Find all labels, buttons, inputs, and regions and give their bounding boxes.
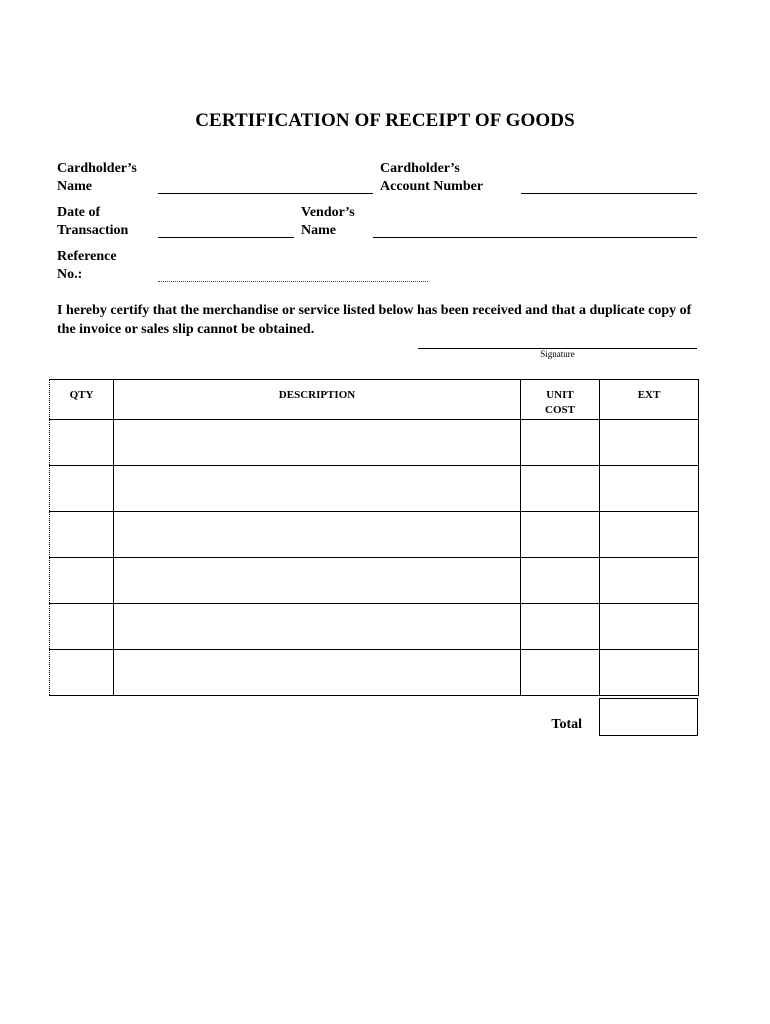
table-header-row <box>50 380 699 420</box>
account-number-label-line1: Cardholder’s <box>380 161 460 176</box>
ext-cell[interactable] <box>600 420 699 466</box>
reference-number-label <box>57 248 117 284</box>
ext-cell[interactable] <box>600 512 699 558</box>
total-label: Total <box>551 717 582 732</box>
unit-cost-cell[interactable] <box>521 650 600 696</box>
cardholder-name-label <box>57 160 137 196</box>
certification-statement: I hereby certify that the merchandise or service listed below has been received and that a duplicate copy of the invoice or sales slip cannot be obtained. <box>57 303 692 337</box>
items-table <box>49 379 699 696</box>
description-cell[interactable] <box>114 650 521 696</box>
table-row <box>50 604 699 650</box>
qty-cell[interactable] <box>50 420 114 466</box>
description-header: DESCRIPTION <box>114 380 521 420</box>
account-number-label <box>380 160 483 196</box>
unit-cost-cell[interactable] <box>521 466 600 512</box>
vendor-name-label <box>301 204 355 240</box>
ext-cell[interactable] <box>600 604 699 650</box>
ext-header: EXT <box>600 380 699 420</box>
unit-cost-header <box>521 380 600 420</box>
description-cell[interactable] <box>114 512 521 558</box>
table-row <box>50 512 699 558</box>
date-label-line2: Transaction <box>57 223 129 238</box>
reference-label-line2: No.: <box>57 267 83 282</box>
date-of-transaction-label <box>57 204 128 240</box>
account-number-label-line2: Account Number <box>380 179 484 194</box>
vendor-name-field[interactable] <box>373 237 697 238</box>
table-row <box>50 466 699 512</box>
unit-cost-cell[interactable] <box>521 604 600 650</box>
table-row <box>50 558 699 604</box>
vendor-label-line1: Vendor’s <box>301 205 355 220</box>
vendor-label-line2: Name <box>301 223 336 238</box>
cardholder-name-label-line1: Cardholder’s <box>57 161 137 176</box>
ext-cell[interactable] <box>600 650 699 696</box>
reference-number-field[interactable] <box>158 281 428 282</box>
description-cell[interactable] <box>114 604 521 650</box>
description-cell[interactable] <box>114 466 521 512</box>
qty-cell[interactable] <box>50 650 114 696</box>
total-field[interactable] <box>599 698 698 736</box>
table-row <box>50 650 699 696</box>
unit-cost-cell[interactable] <box>521 420 600 466</box>
account-number-field[interactable] <box>521 193 697 194</box>
description-cell[interactable] <box>114 420 521 466</box>
ext-cell[interactable] <box>600 466 699 512</box>
ext-cell[interactable] <box>600 558 699 604</box>
description-cell[interactable] <box>114 558 521 604</box>
date-of-transaction-field[interactable] <box>158 237 294 238</box>
unit-cost-cell[interactable] <box>521 558 600 604</box>
unit-cost-header-line1: UNIT <box>546 389 574 401</box>
qty-cell[interactable] <box>50 466 114 512</box>
cardholder-name-label-line2: Name <box>57 179 92 194</box>
qty-cell[interactable] <box>50 604 114 650</box>
qty-cell[interactable] <box>50 558 114 604</box>
unit-cost-cell[interactable] <box>521 512 600 558</box>
cardholder-name-field[interactable] <box>158 193 373 194</box>
reference-label-line1: Reference <box>57 249 117 264</box>
signature-label: Signature <box>540 349 575 359</box>
table-row <box>50 420 699 466</box>
page-title: CERTIFICATION OF RECEIPT OF GOODS <box>195 110 575 131</box>
qty-cell[interactable] <box>50 512 114 558</box>
date-label-line1: Date of <box>57 205 101 220</box>
unit-cost-header-line2: COST <box>545 404 575 416</box>
qty-header: QTY <box>50 380 114 420</box>
